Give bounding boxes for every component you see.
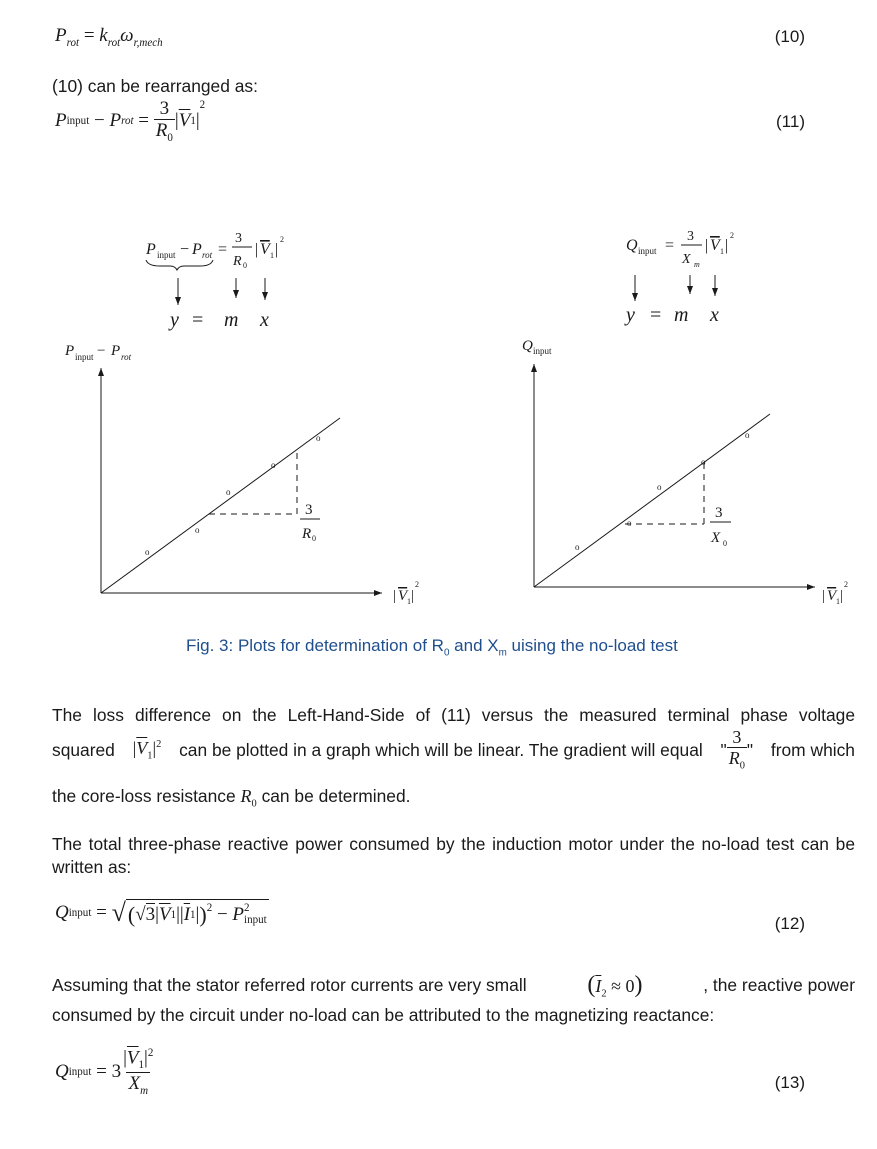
right-point: o — [575, 542, 580, 552]
svg-text:R: R — [233, 254, 242, 269]
right-fit-line — [534, 414, 770, 587]
left-point: o — [316, 433, 321, 443]
svg-text:input: input — [75, 352, 94, 362]
right-point: o — [745, 430, 750, 440]
svg-text:Q: Q — [626, 237, 638, 254]
svg-text:|: | — [411, 588, 415, 604]
svg-text:=: = — [665, 237, 675, 254]
paragraph-1-line-3: the core-loss resistance $R_0$ can be determined. — [52, 786, 411, 810]
left-slope-num: 3 — [305, 502, 313, 518]
left-m-label: m — [224, 309, 239, 331]
svg-text:=: = — [218, 241, 228, 258]
svg-text:input: input — [157, 250, 176, 260]
left-point: o — [145, 547, 150, 557]
equation-11: P input − P rot = $\frac{3}{R_0}$ | $\overline{V}$ 1 | $^2$ — [55, 98, 206, 144]
paragraph-3-line-1: Assuming that the stator referred rotor currents are very small $(\overline{I}_2 \approx 0)$ , the reactive power — [52, 972, 855, 1000]
svg-text:m: m — [694, 260, 700, 269]
rearranged-text: (10) can be rearranged as: — [52, 76, 258, 96]
svg-text:P: P — [111, 343, 121, 359]
right-slope-num: 3 — [715, 505, 723, 521]
left-point: o — [195, 525, 200, 535]
svg-text:0: 0 — [312, 534, 316, 543]
right-m-label: m — [674, 304, 689, 326]
paragraph-3-line-2: consumed by the circuit under no-load can be attributed to the magnetizing reactance: — [52, 1005, 715, 1025]
svg-text:2: 2 — [730, 231, 734, 240]
left-axis-y-label: P — [65, 343, 75, 359]
left-axis-x-label: | — [393, 588, 397, 604]
figure-caption: Fig. 3: Plots for determination of $R_0$ and $X_m$ uising the no-load test — [186, 636, 678, 659]
right-eq-sign: = — [650, 304, 662, 326]
equation-11-number: (11) — [776, 112, 805, 131]
svg-text:2: 2 — [844, 580, 848, 589]
svg-text:P: P — [192, 241, 202, 258]
paragraph-2: The total three-phase reactive power consumed by the induction motor under the no-load test can be written as: — [52, 834, 855, 877]
svg-text:1: 1 — [720, 247, 724, 256]
svg-text:1: 1 — [270, 251, 274, 260]
left-point: o — [271, 460, 276, 470]
svg-text:3: 3 — [235, 231, 242, 246]
figure-3-plots — [0, 220, 877, 620]
right-point: o — [657, 482, 662, 492]
left-eq-sign: = — [192, 309, 204, 331]
equation-12: Q input = √ ( √ 3 | $\overline{V}$ 1 || $\overline{I}$ 1 | ) $^2$ − P 2 input — [55, 898, 267, 927]
svg-text:input: input — [638, 246, 657, 256]
left-y-label: y — [170, 309, 179, 331]
svg-text:0: 0 — [723, 539, 727, 548]
svg-text:V: V — [260, 241, 270, 258]
right-top-equation — [626, 229, 734, 269]
svg-text:2: 2 — [280, 235, 284, 244]
svg-text:0: 0 — [243, 261, 247, 270]
equation-12-number: (12) — [774, 914, 805, 933]
svg-text:|: | — [255, 241, 259, 258]
svg-text:V: V — [710, 237, 720, 254]
right-slope-den: X — [711, 530, 721, 546]
left-top-equation — [145, 231, 284, 270]
right-y-label: y — [626, 304, 635, 326]
left-slope-den: R — [302, 526, 312, 542]
svg-text:P: P — [146, 241, 156, 258]
svg-text:V: V — [827, 588, 837, 604]
paragraph-1-line-2: squared $|\overline{V}_1|^2$ can be plotted in a graph which will be linear. The gradient will equal " $\frac{3}{R_0}$ " from which — [52, 727, 855, 772]
svg-text:X: X — [682, 252, 691, 267]
svg-text:1: 1 — [836, 597, 840, 606]
svg-text:|: | — [705, 237, 709, 254]
svg-text:|: | — [275, 241, 279, 258]
svg-text:V: V — [398, 588, 408, 604]
right-point: o — [701, 457, 706, 467]
equation-13-number: (13) — [774, 1073, 805, 1092]
left-point: o — [226, 487, 231, 497]
svg-text:rot: rot — [121, 352, 132, 362]
svg-text:−: − — [97, 343, 106, 359]
svg-text:rot: rot — [202, 250, 213, 260]
svg-text:1: 1 — [407, 597, 411, 606]
paragraph-1-line-1: The loss difference on the Left-Hand-Side of (11) versus the measured terminal phase voltage — [52, 705, 855, 725]
left-x-label: x — [260, 309, 269, 331]
right-axis-y-label: Q — [522, 338, 533, 354]
equation-10: $P_{rot} = k_{rot}\omega_{r,mech}$ — [55, 25, 163, 49]
right-x-label: x — [710, 304, 719, 326]
equation-10-number: (10) — [774, 27, 805, 46]
svg-text:input: input — [533, 346, 552, 356]
svg-text:2: 2 — [415, 580, 419, 589]
equation-13: Q input = 3 $\frac{|\overline{V}_1|^2}{X_m}$ — [55, 1047, 154, 1097]
right-point: o — [627, 518, 632, 528]
svg-text:3: 3 — [687, 229, 694, 244]
svg-text:|: | — [840, 588, 844, 604]
svg-text:|: | — [725, 237, 729, 254]
right-axis-x-label: | — [822, 588, 826, 604]
svg-text:−: − — [180, 241, 190, 258]
